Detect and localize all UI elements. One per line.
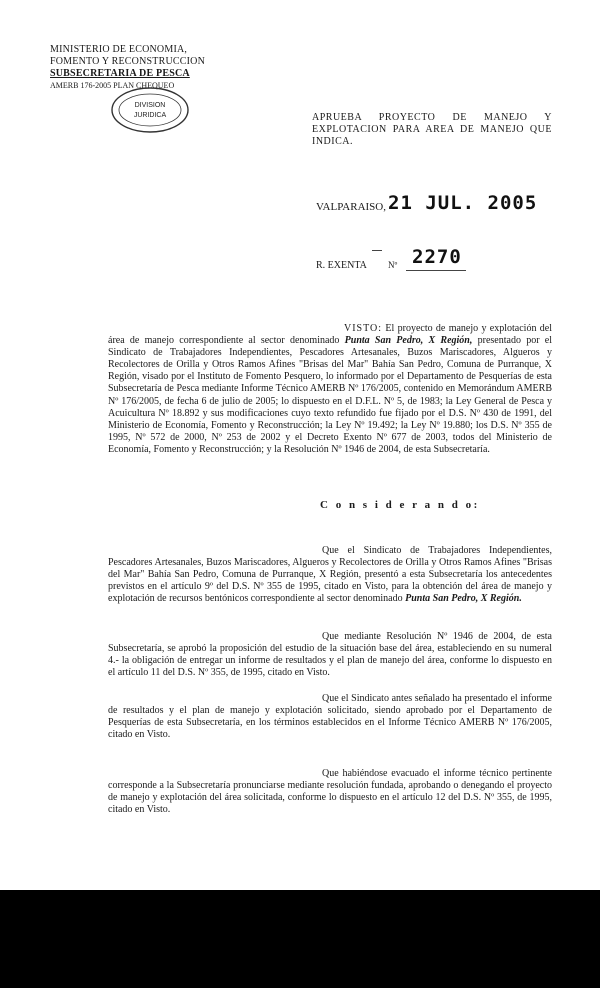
considerando-paragraph-3: Que el Sindicato antes señalado ha presentado el informe de resultados y el plan de manejo y explotación solicitado, siendo aprobado por el Departamento de Pesquerías de esta Subsecretaría, en los términos establecidos en el Informe Técnico AMERB Nº 176/2005, citado en Visto. [108,693,552,741]
ministry-name-continued: FOMENTO Y RECONSTRUCCION [50,56,206,67]
letterhead [50,44,210,92]
considerando-heading: C o n s i d e r a n d o: [320,499,480,511]
sector-name: Punta San Pedro, X Región, [344,335,473,347]
scan-bottom-border [0,890,600,988]
resolution-dash [372,250,382,251]
visto-paragraph: VISTO: El proyecto de manejo y explotación del área de manejo correspondiente al sector denominado Punta San Pedro, X Región, presentado por el Sindicato de Trabajadores Independientes, Pescadores Artesanales, Buzos Mariscadores, Algueros y Recolectores de Orilla y Otros Ramos Afines "Brisas del Mar" Bahía San Pedro, Comuna de Purranque, X Región, visado por el Instituto de Fomento Pesquero, lo informado por el Departamento de Pesquerías de esta Subsecretaría de Pesca mediante Informe Técnico AMERB Nº 176/2005, contenido en Memorándum AMERB Nº 176/2005, de fecha 6 de julio de 2005; lo dispuesto en el D.F.L. Nº 5, de 1983; la Ley General de Pesca y Acuicultura Nº 18.892 y sus modificaciones cuyo texto refundido fue fijado por el D.S. Nº 430 de 1991, del Ministerio de Economía, Fomento y Reconstrucción; la Ley Nº 19.492; la Ley Nº 19.880; los D.S. Nº 355 de 1995, Nº 572 de 2000, Nº 253 de 2002 y el Decreto Exento Nº 677 de 2003, todos del Ministerio de Economía, Fomento y Reconstrucción; y la Resolución Nº 1946 de 2004, de esta Subsecretaría. [108,323,552,455]
considerando-paragraph-1: Que el Sindicato de Trabajadores Independientes, Pescadores Artesanales, Buzos Mariscadores, Algueros y Recolectores de Orilla y Otros Ramos Afines "Brisas del Mar" Bahía San Pedro, Comuna de Purranque, X Región, presentó a esta Subsecretaría los antecedentes previstos en el artículo 9º del D.S. Nº 355 de 1995, citado en Visto, para la obtención del área de manejo y explotación de recursos bentónicos correspondiente al sector denominado Punta San Pedro, X Región. [108,545,552,605]
stamp-seal-icon [110,86,190,134]
place-name: VALPARAISO, [316,201,386,213]
considerando-paragraph-2: Que mediante Resolución Nº 1946 de 2004, de esta Subsecretaría, se aprobó la proposición del estudio de la situación base del área, estableciendo en su numeral 4.- la obligación de entregar un informe de resultados y el plan de manejo del área, conforme lo dispuesto en el artículo 11 del D.S. Nº 355, de 1995, citado en Visto. [108,631,552,679]
resolution-underline [406,270,466,271]
subsecretariat-name: SUBSECRETARIA DE PESCA [50,68,190,79]
resolution-number-block [316,246,556,276]
resolution-subject: APRUEBA PROYECTO DE MANEJO Y EXPLOTACION PARA AREA DE MANEJO QUE INDICA. [312,112,552,147]
stamped-date: 21 JUL. 2005 [388,192,538,214]
stamp-line-1: DIVISION [134,102,166,109]
division-stamp [110,86,190,134]
sector-name-2: Punta San Pedro, X Región. [405,593,522,605]
stamp-line-2: JURIDICA [133,112,167,119]
considerando-paragraph-4: Que habiéndose evacuado el informe técnico pertinente corresponde a la Subsecretaría pronunciarse mediante resolución fundada, aprobando o denegando el proyecto de manejo y explotación del área solicitada, conforme lo dispuesto en el artículo 12 del D.S. Nº 355, de 1995, citado en Visto. [108,768,552,816]
resolution-label: R. EXENTA [316,260,367,271]
visto-label: VISTO: [344,323,383,334]
resolution-number: 2270 [412,246,462,268]
place-and-date [316,192,556,220]
file-reference: AMERB 176-2005 PLAN CHEQUEO [50,81,175,90]
resolution-no-label: Nº [388,260,398,270]
ministry-name: MINISTERIO DE ECONOMIA, [50,44,188,55]
